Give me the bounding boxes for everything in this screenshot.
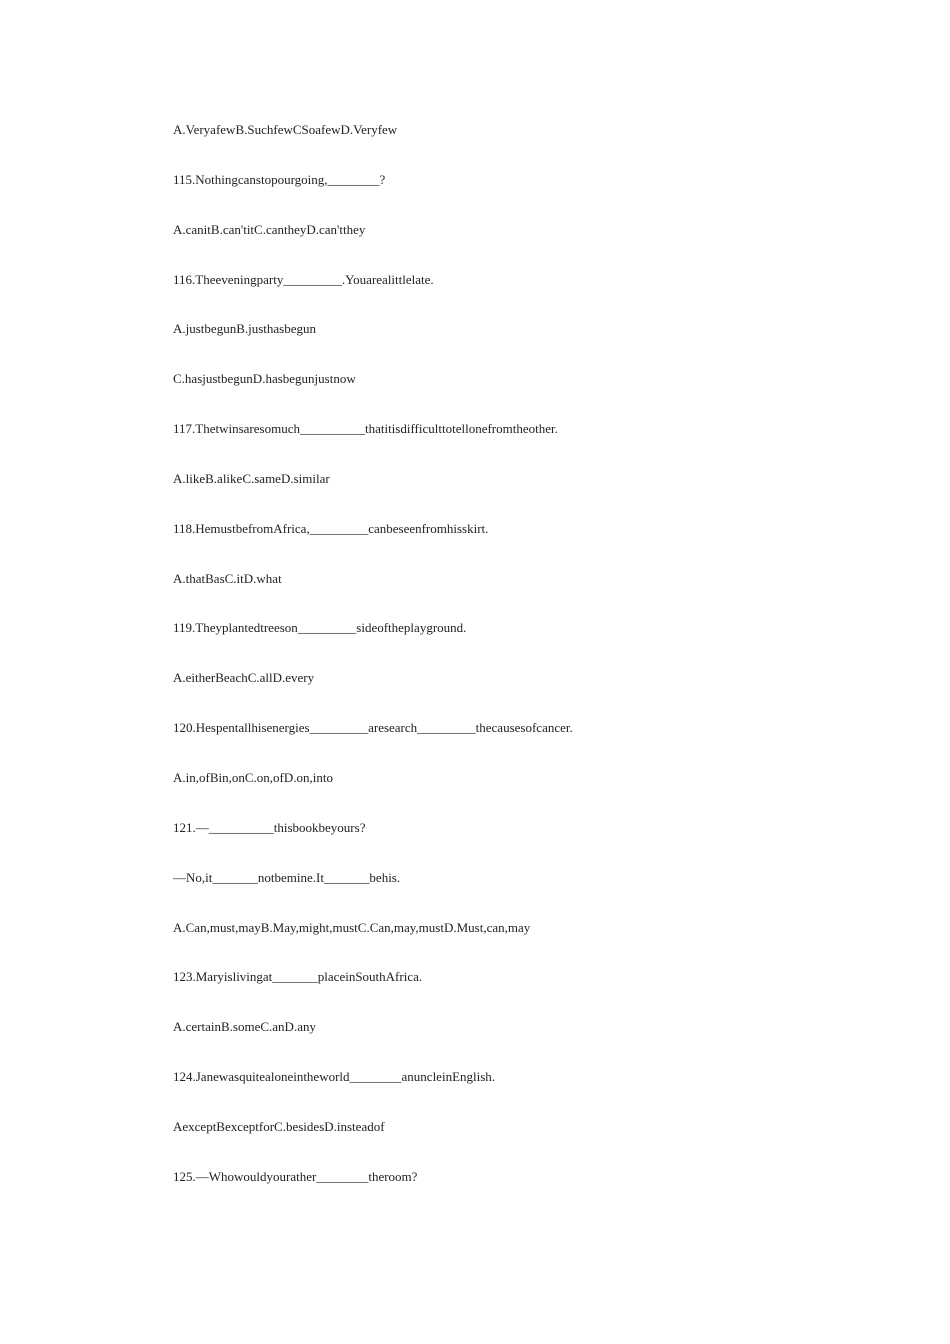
- options-121: A.Can,must,mayB.May,might,mustC.Can,may,mustD.Must,can,may: [173, 919, 531, 935]
- question-121: 121.—__________thisbookbeyours?: [173, 819, 366, 835]
- options-118: A.thatBasC.itD.what: [173, 570, 282, 586]
- question-115: 115.Nothingcanstopourgoing,________?: [173, 171, 386, 187]
- question-119: 119.Theyplantedtreeson_________sideoftheplayground.: [173, 620, 467, 636]
- options-116-a: A.justbegunB.justhasbegun: [173, 321, 316, 337]
- options-124: AexceptBexceptforC.besidesD.insteadof: [173, 1118, 385, 1134]
- options-115: A.canitB.can'titC.cantheyD.can'tthey: [173, 221, 366, 237]
- options-119: A.eitherBeachC.allD.every: [173, 670, 315, 686]
- options-117: A.likeB.alikeC.sameD.similar: [173, 470, 330, 486]
- question-121-reply: —No,it_______notbemine.It_______behis.: [173, 869, 401, 885]
- question-125: 125.—Whowouldyourather________theroom?: [173, 1168, 418, 1184]
- options-123: A.certainB.someC.anD.any: [173, 1019, 316, 1035]
- text-line: A.VeryafewB.SuchfewCSoafewD.Veryfew: [173, 122, 398, 137]
- options-120: A.in,ofBin,onC.on,ofD.on,into: [173, 769, 333, 785]
- question-list: [173, 118, 893, 1215]
- options-116-b: C.hasjustbegunD.hasbegunjustnow: [173, 371, 356, 387]
- question-117: 117.Thetwinsaresomuch__________thatitisdifficulttotellonefromtheother.: [173, 421, 558, 437]
- question-120: 120.Hespentallhisenergies_________aresearch_________thecausesofcancer.: [173, 720, 573, 736]
- question-124: 124.Janewasquitealoneintheworld________anuncleinEnglish.: [173, 1069, 496, 1085]
- question-118: 118.HemustbefromAfrica,_________canbeseenfromhisskirt.: [173, 520, 489, 536]
- question-116: 116.Theeveningparty_________.Youarealittlelate.: [173, 271, 434, 287]
- question-123: 123.Maryislivingat_______placeinSouthAfrica.: [173, 969, 423, 985]
